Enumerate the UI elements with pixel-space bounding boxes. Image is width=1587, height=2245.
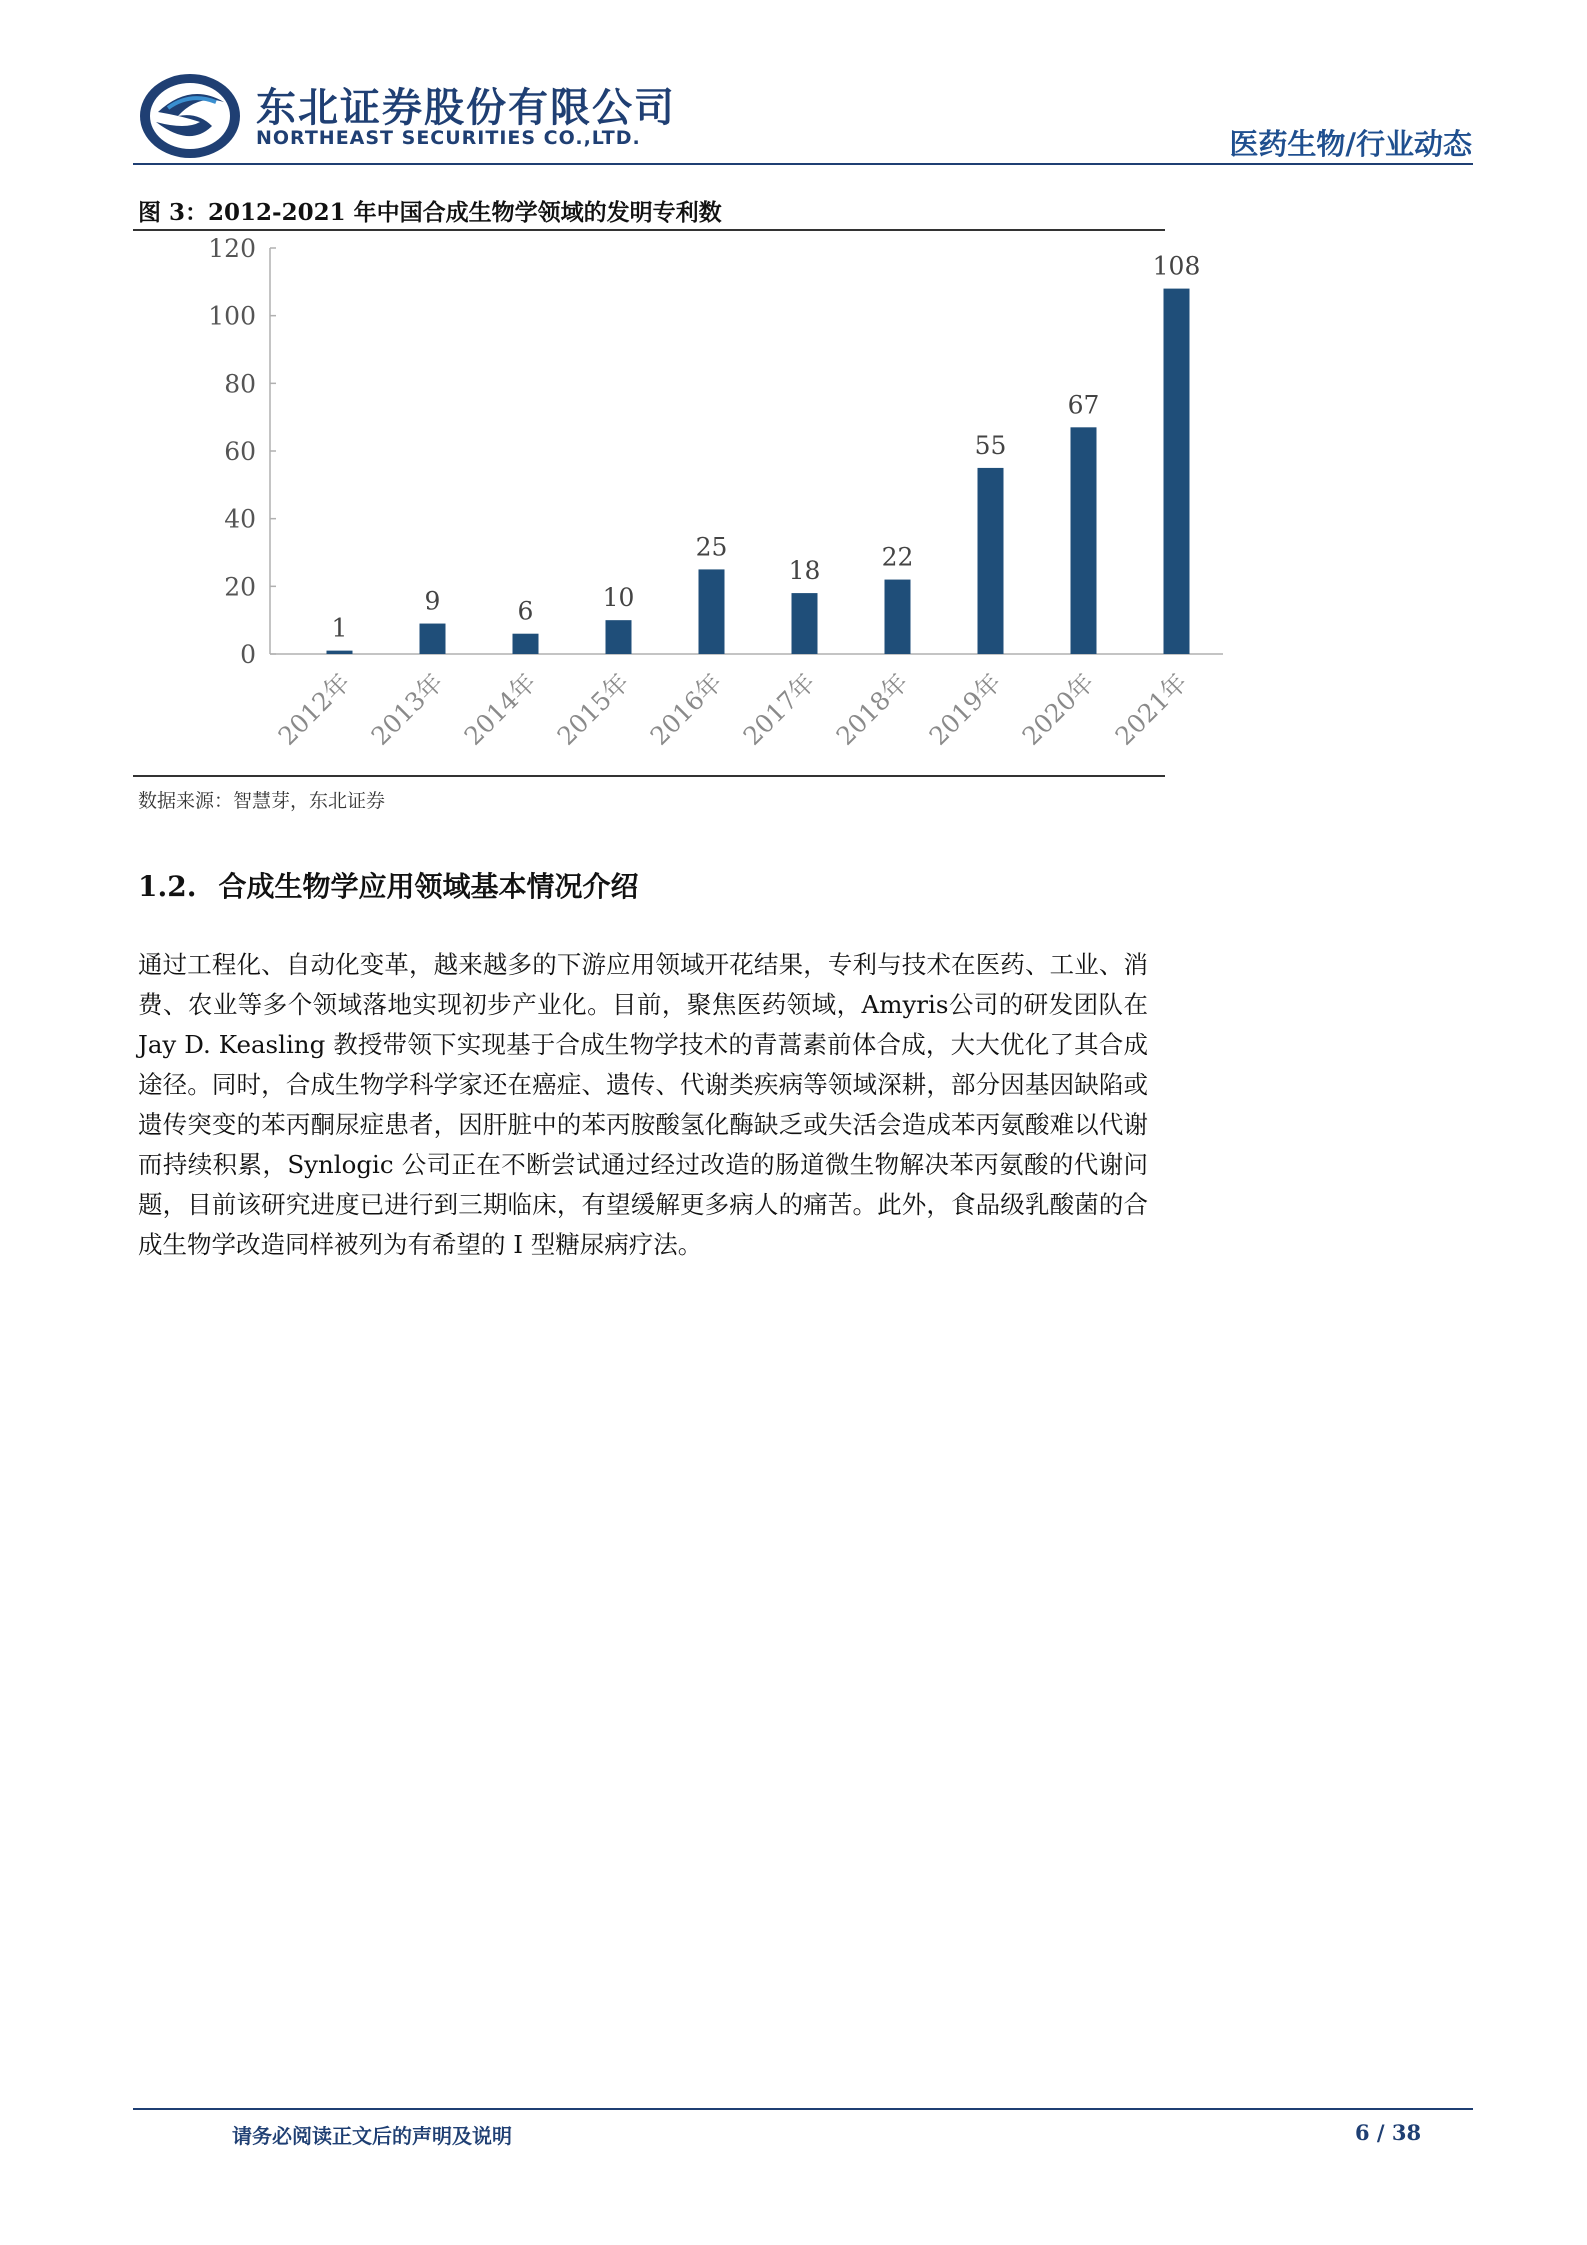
x-tick-label: 2021年 (1109, 667, 1193, 751)
section-tag: 医药生物/行业动态 (1229, 127, 1472, 161)
company-name-cn: 东北证券股份有限公司 (256, 85, 676, 131)
company-logo (138, 72, 242, 160)
data-label: 1 (331, 613, 348, 643)
figure-bottom-rule (133, 775, 1165, 777)
section-title: 合成生物学应用领域基本情况介绍 (218, 870, 639, 903)
bar (1071, 427, 1097, 654)
x-tick-label: 2012年 (272, 667, 356, 751)
bar (699, 569, 725, 654)
x-tick-label: 2017年 (737, 667, 821, 751)
footer-divider (133, 2108, 1473, 2110)
bar (885, 580, 911, 654)
data-label: 9 (424, 586, 441, 616)
x-tick-label: 2014年 (458, 667, 542, 751)
footer-disclaimer: 请务必阅读正文后的声明及说明 (232, 2124, 512, 2148)
y-tick-label: 0 (240, 640, 256, 669)
y-tick-label: 120 (208, 234, 256, 263)
data-label: 10 (602, 583, 635, 613)
x-tick-label: 2018年 (830, 667, 914, 751)
x-tick-label: 2015年 (551, 667, 635, 751)
bar (1164, 289, 1190, 654)
company-name-en: NORTHEAST SECURITIES CO.,LTD. (256, 127, 641, 149)
section-heading (138, 865, 638, 905)
data-label: 6 (517, 596, 534, 626)
bar (327, 651, 353, 654)
y-tick-label: 40 (224, 504, 256, 534)
data-label: 22 (881, 542, 914, 572)
page-number: 6 / 38 (1355, 2120, 1422, 2145)
data-label: 18 (788, 556, 821, 586)
body-paragraph: 通过工程化、自动化变革，越来越多的下游应用领域开花结果，专利与技术在医药、工业、消费、农业等多个领域落地实现初步产业化。目前，聚焦医药领域，Amyris公司的研发团队在 Jay D. Keasling 教授带领下实现基于合成生物学技术的青蒿素前体合成，大大优化了其合成途径。同时，合成生物学科学家还在癌症、遗传、代谢类疾病等领域深耕，部分因基因缺陷或遗传突变的苯丙酮尿症患者，因肝脏中的苯丙胺酸氢化酶缺乏或失活会造成苯丙氨酸难以代谢而持续积累，Synlogic 公司正在不断尝试通过经过改造的肠道微生物解决苯丙氨酸的代谢问题，目前该研究进度已进行到三期临床，有望缓解更多病人的痛苦。此外，食品级乳酸菌的合成生物学改造同样被列为有希望的 I 型糖尿病疗法。 (138, 950, 1148, 1259)
figure-source: 数据来源：智慧芽，东北证券 (138, 790, 386, 812)
data-label: 55 (974, 430, 1007, 460)
header-divider (133, 163, 1473, 165)
bar (420, 624, 446, 654)
bar (513, 634, 539, 654)
data-label: 67 (1067, 390, 1100, 420)
bar (606, 620, 632, 654)
x-tick-label: 2019年 (923, 667, 1007, 751)
x-tick-label: 2016年 (644, 667, 728, 751)
data-label: 25 (695, 532, 728, 562)
x-tick-label: 2020年 (1016, 667, 1100, 751)
y-tick-label: 60 (224, 437, 256, 466)
x-tick-label: 2013年 (365, 667, 449, 751)
patent-bar-chart (133, 231, 1201, 775)
data-label: 108 (1152, 251, 1201, 281)
section-number: 1.2. (138, 870, 197, 903)
bar (978, 468, 1004, 654)
y-tick-label: 80 (224, 369, 256, 399)
bar (792, 593, 818, 654)
y-tick-label: 20 (224, 572, 256, 602)
y-tick-label: 100 (208, 301, 256, 331)
figure-title: 图 3：2012-2021 年中国合成生物学领域的发明专利数 (138, 199, 722, 226)
